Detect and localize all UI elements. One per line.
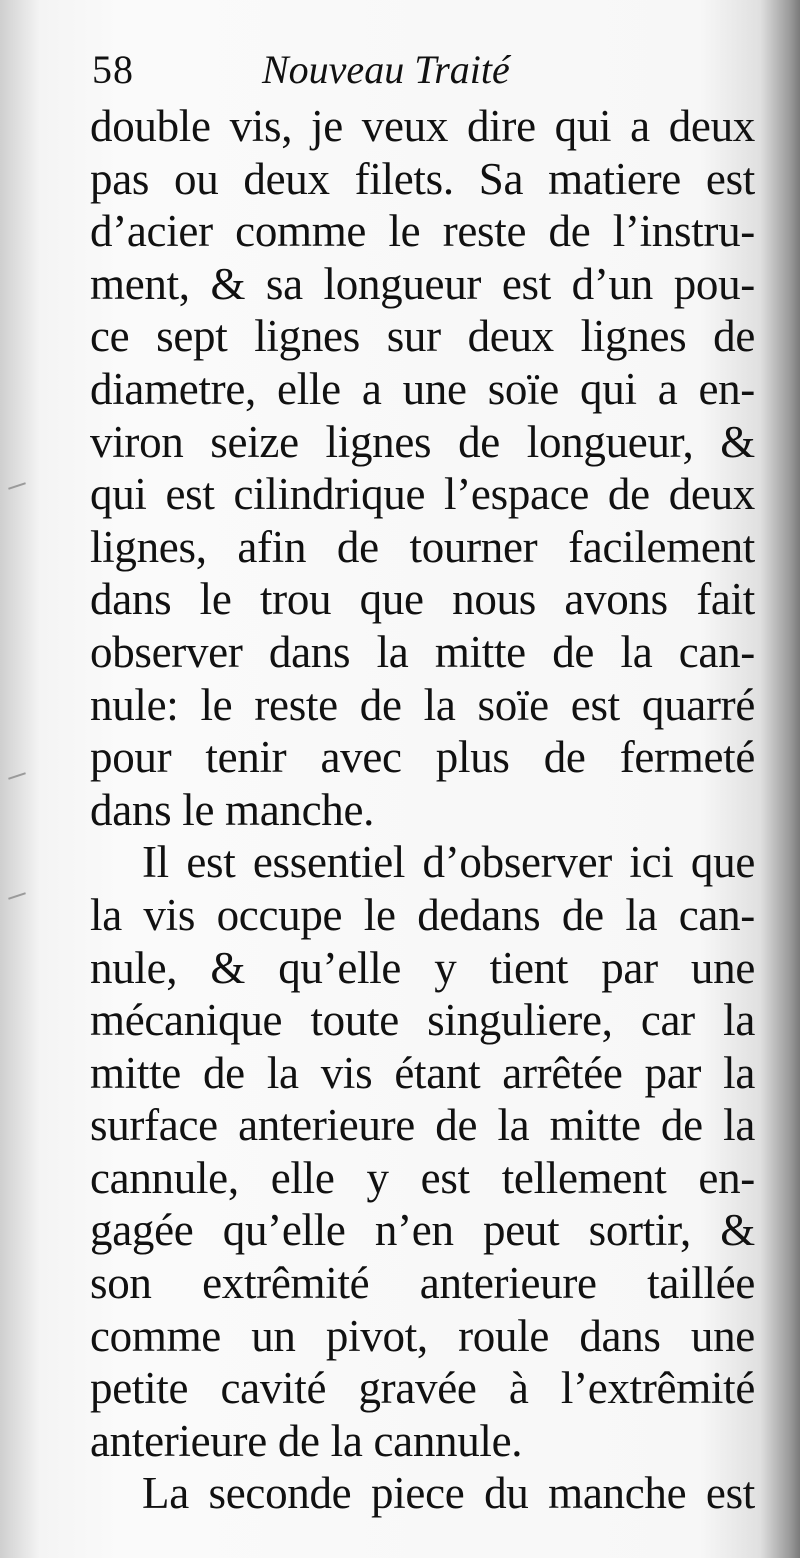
text-line: gagée qu’elle n’en peut sortir, &: [90, 1205, 755, 1256]
page-header: [92, 46, 752, 106]
text-line: La seconde piece du manche est: [142, 1468, 755, 1519]
text-line: viron seize lignes de longueur, &: [90, 416, 755, 467]
text-line: qui est cilindrique l’espace de deux: [90, 469, 755, 520]
text-line: ce sept lignes sur deux lignes de: [90, 311, 755, 362]
text-line: mitte de la vis étant arrêtée par la: [90, 1047, 755, 1098]
text-line: diametre, elle a une soïe qui a en-: [90, 363, 755, 414]
body-text: [90, 100, 755, 1520]
text-line: la vis occupe le dedans de la can-: [90, 889, 755, 940]
text-line: lignes, afin de tourner facilement: [90, 521, 755, 572]
text-line: son extrêmité anterieure taillée: [90, 1258, 755, 1309]
text-line: anterieure de la cannule.: [90, 1415, 523, 1466]
text-line: petite cavité gravée à l’extrêmité: [90, 1363, 755, 1414]
text-line: Il est essentiel d’observer ici que: [142, 837, 755, 888]
running-title: Nouveau Traité: [262, 47, 510, 92]
text-line: dans le trou que nous avons fait: [90, 574, 755, 625]
text-line: mécanique toute singuliere, car la: [90, 995, 755, 1046]
text-line: pas ou deux filets. Sa matiere est: [90, 153, 755, 204]
text-line: cannule, elle y est tellement en-: [90, 1152, 755, 1203]
text-line: comme un pivot, roule dans une: [90, 1310, 755, 1361]
margin-mark: [8, 772, 26, 779]
text-line: nule, & qu’elle y tient par une: [90, 942, 755, 993]
page-number: 58: [92, 47, 134, 92]
margin-mark: [8, 482, 26, 489]
text-line: nule: le reste de la soïe est quarré: [90, 679, 755, 730]
text-line: ment, & sa longueur est d’un pou-: [90, 258, 755, 309]
text-line: dans le manche.: [90, 784, 375, 835]
text-line: surface anterieure de la mitte de la: [90, 1100, 755, 1151]
text-line: pour tenir avec plus de fermeté: [90, 732, 755, 783]
text-line: d’acier comme le reste de l’instru-: [90, 206, 755, 257]
text-line: observer dans la mitte de la can-: [90, 626, 755, 677]
margin-mark: [8, 892, 26, 899]
text-line: double vis, je veux dire qui a deux: [90, 101, 755, 151]
